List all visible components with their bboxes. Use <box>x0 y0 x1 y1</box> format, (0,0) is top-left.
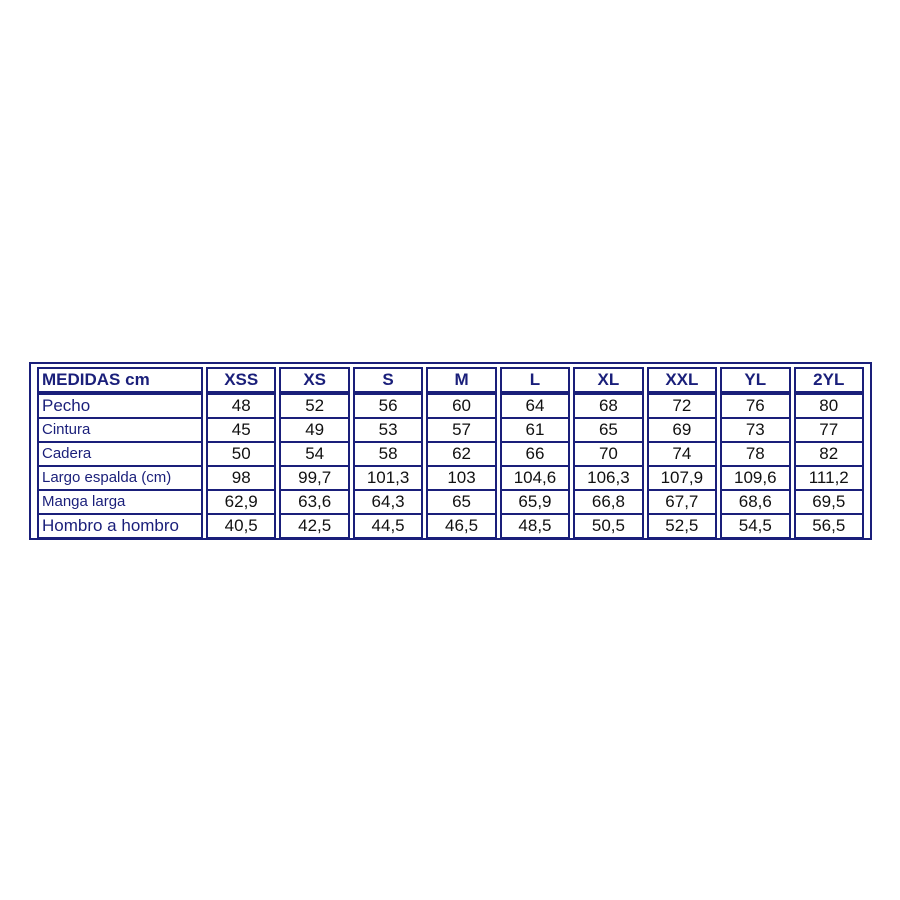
table-cell: 107,9 <box>647 467 717 491</box>
row-label: Cadera <box>37 443 203 467</box>
table-cell: 57 <box>426 419 496 443</box>
table-cell: 69 <box>647 419 717 443</box>
table-cell: 109,6 <box>720 467 790 491</box>
size-header: XL <box>573 367 643 393</box>
table-cell: 46,5 <box>426 515 496 539</box>
table-cell: 68,6 <box>720 491 790 515</box>
table-cell: 65 <box>573 419 643 443</box>
size-header: XSS <box>206 367 276 393</box>
table-cell: 99,7 <box>279 467 349 491</box>
size-header: XXL <box>647 367 717 393</box>
table-cell: 103 <box>426 467 496 491</box>
table-cell: 52,5 <box>647 515 717 539</box>
table-cell: 56,5 <box>794 515 865 539</box>
table-cell: 61 <box>500 419 570 443</box>
table-cell: 54,5 <box>720 515 790 539</box>
table-cell: 66 <box>500 443 570 467</box>
table-cell: 62,9 <box>206 491 276 515</box>
table-cell: 49 <box>279 419 349 443</box>
table-cell: 74 <box>647 443 717 467</box>
table-cell: 80 <box>794 393 865 419</box>
table-cell: 62 <box>426 443 496 467</box>
size-header: M <box>426 367 496 393</box>
table-row <box>37 467 864 491</box>
table-cell: 42,5 <box>279 515 349 539</box>
size-header: L <box>500 367 570 393</box>
table-cell: 53 <box>353 419 423 443</box>
table-cell: 69,5 <box>794 491 865 515</box>
corner-label: MEDIDAS cm <box>37 367 203 393</box>
table-row <box>37 515 864 539</box>
row-label: Manga larga <box>37 491 203 515</box>
table-cell: 111,2 <box>794 467 865 491</box>
table-cell: 63,6 <box>279 491 349 515</box>
table-cell: 78 <box>720 443 790 467</box>
table-cell: 64 <box>500 393 570 419</box>
table-cell: 72 <box>647 393 717 419</box>
table-cell: 58 <box>353 443 423 467</box>
row-label: Cintura <box>37 419 203 443</box>
table-cell: 77 <box>794 419 865 443</box>
table-cell: 54 <box>279 443 349 467</box>
row-label: Pecho <box>37 393 203 419</box>
table-row <box>37 419 864 443</box>
table-cell: 50 <box>206 443 276 467</box>
header-row <box>37 367 864 393</box>
table-cell: 82 <box>794 443 865 467</box>
size-header: YL <box>720 367 790 393</box>
size-chart <box>29 362 872 540</box>
table-cell: 73 <box>720 419 790 443</box>
row-label: Hombro a hombro <box>37 515 203 539</box>
size-table <box>34 367 867 539</box>
size-header: XS <box>279 367 349 393</box>
size-header: 2YL <box>794 367 865 393</box>
table-row <box>37 491 864 515</box>
row-label: Largo espalda (cm) <box>37 467 203 491</box>
size-header: S <box>353 367 423 393</box>
table-cell: 45 <box>206 419 276 443</box>
table-cell: 56 <box>353 393 423 419</box>
table-cell: 64,3 <box>353 491 423 515</box>
table-cell: 48 <box>206 393 276 419</box>
table-cell: 98 <box>206 467 276 491</box>
table-cell: 65 <box>426 491 496 515</box>
table-cell: 106,3 <box>573 467 643 491</box>
table-row <box>37 393 864 419</box>
table-cell: 50,5 <box>573 515 643 539</box>
table-cell: 44,5 <box>353 515 423 539</box>
table-cell: 76 <box>720 393 790 419</box>
table-cell: 48,5 <box>500 515 570 539</box>
table-cell: 65,9 <box>500 491 570 515</box>
table-cell: 101,3 <box>353 467 423 491</box>
table-cell: 60 <box>426 393 496 419</box>
table-cell: 66,8 <box>573 491 643 515</box>
table-cell: 67,7 <box>647 491 717 515</box>
table-row <box>37 443 864 467</box>
table-cell: 40,5 <box>206 515 276 539</box>
table-cell: 52 <box>279 393 349 419</box>
table-cell: 68 <box>573 393 643 419</box>
table-cell: 104,6 <box>500 467 570 491</box>
table-cell: 70 <box>573 443 643 467</box>
